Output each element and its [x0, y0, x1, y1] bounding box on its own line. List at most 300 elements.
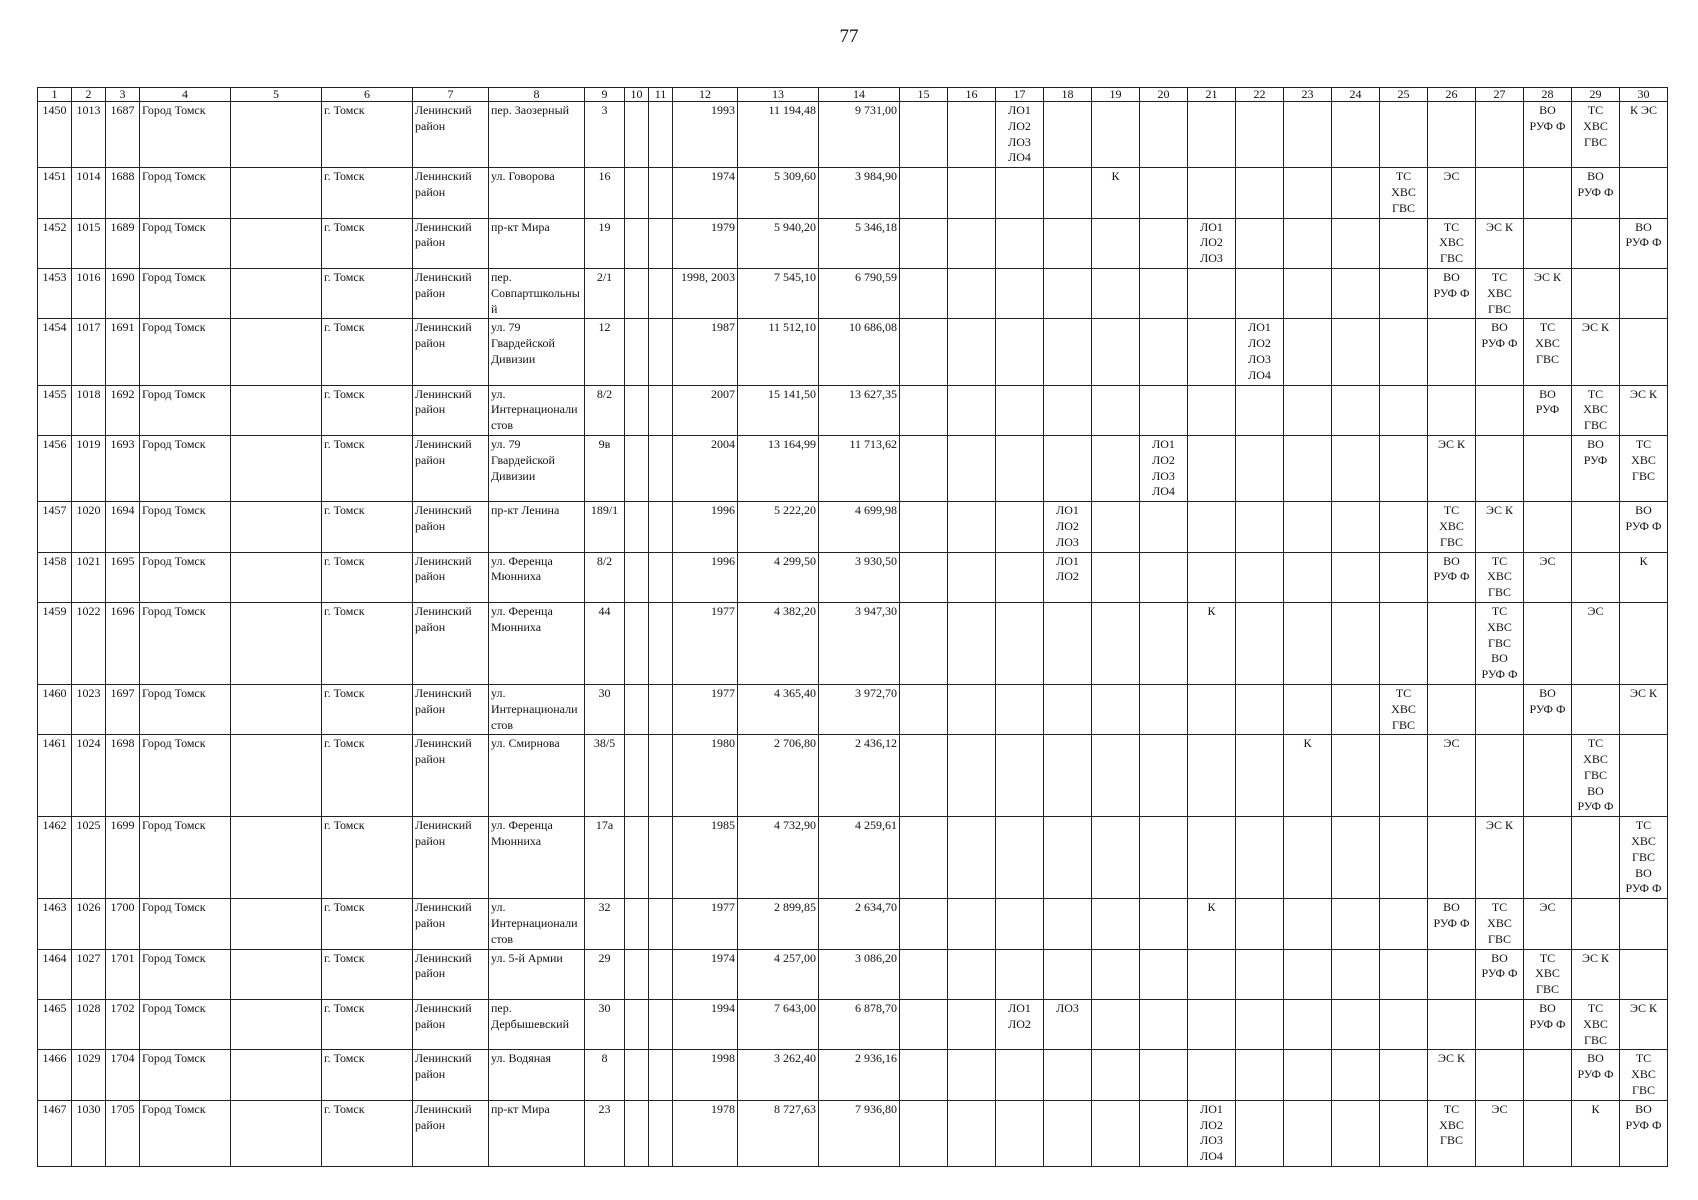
- cell-col-24: [1332, 1100, 1380, 1166]
- cell-col-27: [1476, 1000, 1524, 1050]
- cell-col-5: [231, 552, 322, 602]
- cell-col-10: [625, 1050, 649, 1100]
- cell-col-6: г. Томск: [322, 899, 413, 949]
- cell-col-11: [649, 1000, 673, 1050]
- column-header-2: 2: [72, 88, 106, 102]
- cell-col-2: 1026: [72, 899, 106, 949]
- cell-col-22: [1236, 168, 1284, 218]
- cell-col-28: [1524, 1100, 1572, 1166]
- cell-col-10: [625, 1000, 649, 1050]
- cell-col-2: 1014: [72, 168, 106, 218]
- cell-col-13: 4 365,40: [738, 684, 819, 734]
- cell-col-30: ЭС К: [1620, 385, 1668, 435]
- cell-col-18: ЛО1 ЛО2: [1044, 552, 1092, 602]
- cell-col-14: 4 699,98: [819, 502, 900, 552]
- cell-col-8: пер. Совпартшкольный: [489, 268, 585, 318]
- cell-col-22: [1236, 735, 1284, 817]
- cell-col-21: [1188, 168, 1236, 218]
- cell-col-15: [900, 735, 948, 817]
- cell-col-7: Ленинский район: [413, 218, 489, 268]
- cell-col-26: ЭС К: [1428, 435, 1476, 501]
- cell-col-3: 1690: [106, 268, 140, 318]
- cell-col-11: [649, 435, 673, 501]
- cell-col-20: [1140, 817, 1188, 899]
- cell-col-13: 5 940,20: [738, 218, 819, 268]
- cell-col-19: [1092, 899, 1140, 949]
- cell-col-2: 1023: [72, 684, 106, 734]
- cell-col-19: [1092, 684, 1140, 734]
- cell-col-10: [625, 602, 649, 684]
- cell-col-3: 1704: [106, 1050, 140, 1100]
- cell-col-28: ВО РУФ Ф: [1524, 1000, 1572, 1050]
- cell-col-24: [1332, 319, 1380, 385]
- cell-col-23: [1284, 949, 1332, 999]
- cell-col-15: [900, 684, 948, 734]
- column-header-3: 3: [106, 88, 140, 102]
- cell-col-26: ЭС: [1428, 168, 1476, 218]
- page-number: 77: [839, 26, 859, 47]
- cell-col-26: [1428, 684, 1476, 734]
- cell-col-1: 1454: [38, 319, 72, 385]
- cell-col-19: [1092, 102, 1140, 168]
- cell-col-15: [900, 435, 948, 501]
- cell-col-28: [1524, 168, 1572, 218]
- cell-col-8: ул. 79 Гвардейской Дивизии: [489, 319, 585, 385]
- cell-col-6: г. Томск: [322, 268, 413, 318]
- cell-col-8: ул. Интернационалистов: [489, 385, 585, 435]
- cell-col-12: 1998, 2003: [673, 268, 738, 318]
- cell-col-20: [1140, 552, 1188, 602]
- cell-col-11: [649, 684, 673, 734]
- cell-col-25: ТС ХВС ГВС: [1380, 684, 1428, 734]
- cell-col-1: 1467: [38, 1100, 72, 1166]
- cell-col-29: ТС ХВС ГВС: [1572, 102, 1620, 168]
- cell-col-12: 2007: [673, 385, 738, 435]
- table-row: [38, 899, 1668, 949]
- cell-col-30: ТС ХВС ГВС ВО РУФ Ф: [1620, 817, 1668, 899]
- cell-col-18: [1044, 949, 1092, 999]
- cell-col-13: 3 262,40: [738, 1050, 819, 1100]
- cell-col-20: [1140, 268, 1188, 318]
- cell-col-21: [1188, 319, 1236, 385]
- cell-col-15: [900, 1100, 948, 1166]
- cell-col-9: 189/1: [585, 502, 625, 552]
- cell-col-29: [1572, 899, 1620, 949]
- cell-col-25: [1380, 1000, 1428, 1050]
- cell-col-10: [625, 435, 649, 501]
- cell-col-1: 1461: [38, 735, 72, 817]
- cell-col-24: [1332, 268, 1380, 318]
- cell-col-26: ТС ХВС ГВС: [1428, 502, 1476, 552]
- column-header-20: 20: [1140, 88, 1188, 102]
- cell-col-22: [1236, 1100, 1284, 1166]
- cell-col-11: [649, 899, 673, 949]
- cell-col-5: [231, 1000, 322, 1050]
- cell-col-8: ул. 79 Гвардейской Дивизии: [489, 435, 585, 501]
- cell-col-7: Ленинский район: [413, 899, 489, 949]
- cell-col-5: [231, 502, 322, 552]
- cell-col-25: [1380, 1050, 1428, 1100]
- table-row: [38, 602, 1668, 684]
- cell-col-25: [1380, 1100, 1428, 1166]
- register-table: [37, 87, 1668, 1167]
- cell-col-24: [1332, 1000, 1380, 1050]
- cell-col-26: ЭС: [1428, 735, 1476, 817]
- cell-col-4: Город Томск: [140, 735, 231, 817]
- cell-col-5: [231, 385, 322, 435]
- cell-col-10: [625, 102, 649, 168]
- cell-col-17: [996, 602, 1044, 684]
- cell-col-4: Город Томск: [140, 684, 231, 734]
- cell-col-9: 3: [585, 102, 625, 168]
- header-row: [38, 88, 1668, 102]
- cell-col-2: 1016: [72, 268, 106, 318]
- column-header-24: 24: [1332, 88, 1380, 102]
- cell-col-7: Ленинский район: [413, 268, 489, 318]
- cell-col-20: [1140, 899, 1188, 949]
- cell-col-14: 3 947,30: [819, 602, 900, 684]
- cell-col-2: 1019: [72, 435, 106, 501]
- cell-col-6: г. Томск: [322, 817, 413, 899]
- column-header-11: 11: [649, 88, 673, 102]
- cell-col-8: пр-кт Мира: [489, 218, 585, 268]
- cell-col-30: [1620, 602, 1668, 684]
- cell-col-29: [1572, 817, 1620, 899]
- cell-col-24: [1332, 949, 1380, 999]
- cell-col-29: [1572, 684, 1620, 734]
- cell-col-25: [1380, 602, 1428, 684]
- cell-col-22: [1236, 218, 1284, 268]
- cell-col-25: [1380, 102, 1428, 168]
- cell-col-6: г. Томск: [322, 1100, 413, 1166]
- cell-col-6: г. Томск: [322, 1000, 413, 1050]
- cell-col-8: ул. Интернационалистов: [489, 899, 585, 949]
- cell-col-14: 11 713,62: [819, 435, 900, 501]
- cell-col-20: [1140, 218, 1188, 268]
- cell-col-28: ВО РУФ: [1524, 385, 1572, 435]
- table-row: [38, 552, 1668, 602]
- cell-col-13: 5 309,60: [738, 168, 819, 218]
- column-header-26: 26: [1428, 88, 1476, 102]
- cell-col-7: Ленинский район: [413, 552, 489, 602]
- cell-col-23: [1284, 1050, 1332, 1100]
- table-row: [38, 817, 1668, 899]
- cell-col-15: [900, 168, 948, 218]
- cell-col-17: ЛО1 ЛО2: [996, 1000, 1044, 1050]
- cell-col-30: [1620, 899, 1668, 949]
- cell-col-6: г. Томск: [322, 502, 413, 552]
- cell-col-3: 1691: [106, 319, 140, 385]
- cell-col-25: [1380, 385, 1428, 435]
- cell-col-14: 6 878,70: [819, 1000, 900, 1050]
- cell-col-4: Город Томск: [140, 949, 231, 999]
- cell-col-23: [1284, 168, 1332, 218]
- column-header-14: 14: [819, 88, 900, 102]
- cell-col-20: [1140, 1000, 1188, 1050]
- cell-col-26: [1428, 102, 1476, 168]
- cell-col-18: [1044, 1050, 1092, 1100]
- cell-col-22: [1236, 949, 1284, 999]
- cell-col-11: [649, 268, 673, 318]
- cell-col-13: 7 545,10: [738, 268, 819, 318]
- cell-col-27: ЭС К: [1476, 817, 1524, 899]
- cell-col-11: [649, 1100, 673, 1166]
- cell-col-2: 1029: [72, 1050, 106, 1100]
- cell-col-2: 1030: [72, 1100, 106, 1166]
- cell-col-16: [948, 552, 996, 602]
- cell-col-17: [996, 1050, 1044, 1100]
- cell-col-30: [1620, 168, 1668, 218]
- cell-col-9: 23: [585, 1100, 625, 1166]
- cell-col-27: [1476, 1050, 1524, 1100]
- cell-col-30: ТС ХВС ГВС: [1620, 435, 1668, 501]
- column-header-12: 12: [673, 88, 738, 102]
- cell-col-9: 12: [585, 319, 625, 385]
- cell-col-16: [948, 502, 996, 552]
- cell-col-30: ВО РУФ Ф: [1620, 502, 1668, 552]
- cell-col-8: ул. 5-й Армии: [489, 949, 585, 999]
- cell-col-5: [231, 435, 322, 501]
- cell-col-8: ул. Водяная: [489, 1050, 585, 1100]
- cell-col-18: [1044, 218, 1092, 268]
- cell-col-21: [1188, 435, 1236, 501]
- column-header-30: 30: [1620, 88, 1668, 102]
- cell-col-21: [1188, 684, 1236, 734]
- cell-col-4: Город Томск: [140, 899, 231, 949]
- cell-col-27: ЭС: [1476, 1100, 1524, 1166]
- cell-col-18: [1044, 435, 1092, 501]
- cell-col-12: 1996: [673, 552, 738, 602]
- cell-col-8: пр-кт Ленина: [489, 502, 585, 552]
- cell-col-30: [1620, 949, 1668, 999]
- cell-col-24: [1332, 602, 1380, 684]
- cell-col-2: 1022: [72, 602, 106, 684]
- cell-col-24: [1332, 899, 1380, 949]
- cell-col-16: [948, 102, 996, 168]
- column-header-27: 27: [1476, 88, 1524, 102]
- cell-col-30: [1620, 268, 1668, 318]
- cell-col-2: 1018: [72, 385, 106, 435]
- cell-col-29: [1572, 552, 1620, 602]
- cell-col-13: 4 382,20: [738, 602, 819, 684]
- cell-col-5: [231, 1050, 322, 1100]
- cell-col-19: [1092, 435, 1140, 501]
- cell-col-3: 1696: [106, 602, 140, 684]
- cell-col-15: [900, 1050, 948, 1100]
- cell-col-19: [1092, 319, 1140, 385]
- cell-col-2: 1017: [72, 319, 106, 385]
- cell-col-29: ЭС: [1572, 602, 1620, 684]
- cell-col-27: [1476, 684, 1524, 734]
- cell-col-13: 11 194,48: [738, 102, 819, 168]
- cell-col-30: ВО РУФ Ф: [1620, 218, 1668, 268]
- cell-col-5: [231, 268, 322, 318]
- cell-col-11: [649, 502, 673, 552]
- cell-col-23: [1284, 319, 1332, 385]
- cell-col-11: [649, 385, 673, 435]
- cell-col-6: г. Томск: [322, 435, 413, 501]
- cell-col-27: [1476, 435, 1524, 501]
- table-row: [38, 1100, 1668, 1166]
- cell-col-28: [1524, 435, 1572, 501]
- cell-col-22: [1236, 502, 1284, 552]
- cell-col-9: 8: [585, 1050, 625, 1100]
- column-header-25: 25: [1380, 88, 1428, 102]
- cell-col-15: [900, 102, 948, 168]
- cell-col-18: [1044, 385, 1092, 435]
- cell-col-7: Ленинский район: [413, 735, 489, 817]
- cell-col-19: [1092, 385, 1140, 435]
- cell-col-9: 30: [585, 1000, 625, 1050]
- cell-col-16: [948, 684, 996, 734]
- cell-col-18: ЛО1 ЛО2 ЛО3: [1044, 502, 1092, 552]
- cell-col-15: [900, 817, 948, 899]
- cell-col-6: г. Томск: [322, 1050, 413, 1100]
- cell-col-8: пр-кт Мира: [489, 1100, 585, 1166]
- cell-col-14: 10 686,08: [819, 319, 900, 385]
- cell-col-26: ЭС К: [1428, 1050, 1476, 1100]
- cell-col-6: г. Томск: [322, 735, 413, 817]
- cell-col-5: [231, 949, 322, 999]
- cell-col-26: ВО РУФ Ф: [1428, 899, 1476, 949]
- cell-col-16: [948, 602, 996, 684]
- column-header-13: 13: [738, 88, 819, 102]
- cell-col-9: 44: [585, 602, 625, 684]
- cell-col-10: [625, 168, 649, 218]
- column-header-19: 19: [1092, 88, 1140, 102]
- cell-col-4: Город Томск: [140, 1000, 231, 1050]
- cell-col-1: 1456: [38, 435, 72, 501]
- cell-col-28: ТС ХВС ГВС: [1524, 319, 1572, 385]
- cell-col-15: [900, 385, 948, 435]
- cell-col-19: [1092, 735, 1140, 817]
- column-header-28: 28: [1524, 88, 1572, 102]
- cell-col-23: [1284, 1000, 1332, 1050]
- cell-col-29: ВО РУФ Ф: [1572, 1050, 1620, 1100]
- cell-col-12: 1974: [673, 949, 738, 999]
- cell-col-1: 1464: [38, 949, 72, 999]
- cell-col-16: [948, 1100, 996, 1166]
- cell-col-8: ул. Говорова: [489, 168, 585, 218]
- cell-col-9: 16: [585, 168, 625, 218]
- cell-col-30: [1620, 735, 1668, 817]
- cell-col-9: 19: [585, 218, 625, 268]
- cell-col-1: 1460: [38, 684, 72, 734]
- cell-col-17: [996, 168, 1044, 218]
- cell-col-6: г. Томск: [322, 168, 413, 218]
- cell-col-12: 1996: [673, 502, 738, 552]
- cell-col-16: [948, 218, 996, 268]
- cell-col-10: [625, 552, 649, 602]
- cell-col-11: [649, 949, 673, 999]
- cell-col-30: ТС ХВС ГВС: [1620, 1050, 1668, 1100]
- cell-col-6: г. Томск: [322, 102, 413, 168]
- cell-col-20: [1140, 1100, 1188, 1166]
- cell-col-13: 4 257,00: [738, 949, 819, 999]
- cell-col-26: [1428, 385, 1476, 435]
- cell-col-24: [1332, 218, 1380, 268]
- cell-col-23: [1284, 1100, 1332, 1166]
- cell-col-5: [231, 168, 322, 218]
- cell-col-27: ТС ХВС ГВС: [1476, 552, 1524, 602]
- cell-col-9: 38/5: [585, 735, 625, 817]
- cell-col-7: Ленинский район: [413, 817, 489, 899]
- cell-col-20: [1140, 102, 1188, 168]
- cell-col-3: 1705: [106, 1100, 140, 1166]
- cell-col-8: ул. Интернационалистов: [489, 684, 585, 734]
- column-header-17: 17: [996, 88, 1044, 102]
- cell-col-10: [625, 1100, 649, 1166]
- cell-col-3: 1700: [106, 899, 140, 949]
- cell-col-19: К: [1092, 168, 1140, 218]
- column-header-23: 23: [1284, 88, 1332, 102]
- cell-col-4: Город Томск: [140, 435, 231, 501]
- cell-col-4: Город Томск: [140, 1050, 231, 1100]
- cell-col-28: ВО РУФ Ф: [1524, 684, 1572, 734]
- cell-col-15: [900, 602, 948, 684]
- cell-col-10: [625, 899, 649, 949]
- column-header-15: 15: [900, 88, 948, 102]
- cell-col-22: [1236, 1050, 1284, 1100]
- cell-col-21: [1188, 385, 1236, 435]
- cell-col-2: 1020: [72, 502, 106, 552]
- cell-col-10: [625, 735, 649, 817]
- cell-col-30: ЭС К: [1620, 1000, 1668, 1050]
- cell-col-5: [231, 102, 322, 168]
- table-row: [38, 168, 1668, 218]
- cell-col-12: 1977: [673, 684, 738, 734]
- cell-col-17: [996, 435, 1044, 501]
- cell-col-1: 1463: [38, 899, 72, 949]
- cell-col-17: [996, 268, 1044, 318]
- cell-col-24: [1332, 684, 1380, 734]
- column-header-18: 18: [1044, 88, 1092, 102]
- cell-col-28: [1524, 218, 1572, 268]
- cell-col-9: 8/2: [585, 552, 625, 602]
- cell-col-16: [948, 949, 996, 999]
- column-header-29: 29: [1572, 88, 1620, 102]
- cell-col-17: [996, 1100, 1044, 1166]
- cell-col-6: г. Томск: [322, 684, 413, 734]
- cell-col-12: 1977: [673, 899, 738, 949]
- column-header-6: 6: [322, 88, 413, 102]
- cell-col-6: г. Томск: [322, 218, 413, 268]
- cell-col-26: [1428, 949, 1476, 999]
- cell-col-24: [1332, 102, 1380, 168]
- cell-col-25: [1380, 319, 1428, 385]
- cell-col-30: [1620, 319, 1668, 385]
- table-row: [38, 319, 1668, 385]
- cell-col-3: 1695: [106, 552, 140, 602]
- cell-col-25: [1380, 218, 1428, 268]
- cell-col-17: [996, 218, 1044, 268]
- cell-col-21: ЛО1 ЛО2 ЛО3: [1188, 218, 1236, 268]
- cell-col-14: 3 972,70: [819, 684, 900, 734]
- cell-col-16: [948, 735, 996, 817]
- cell-col-3: 1687: [106, 102, 140, 168]
- cell-col-11: [649, 168, 673, 218]
- cell-col-26: [1428, 817, 1476, 899]
- cell-col-24: [1332, 1050, 1380, 1100]
- table-row: [38, 218, 1668, 268]
- cell-col-13: 11 512,10: [738, 319, 819, 385]
- cell-col-24: [1332, 552, 1380, 602]
- cell-col-20: ЛО1 ЛО2 ЛО3 ЛО4: [1140, 435, 1188, 501]
- table-row: [38, 735, 1668, 817]
- cell-col-29: ТС ХВС ГВС: [1572, 385, 1620, 435]
- table-row: [38, 435, 1668, 501]
- cell-col-17: [996, 502, 1044, 552]
